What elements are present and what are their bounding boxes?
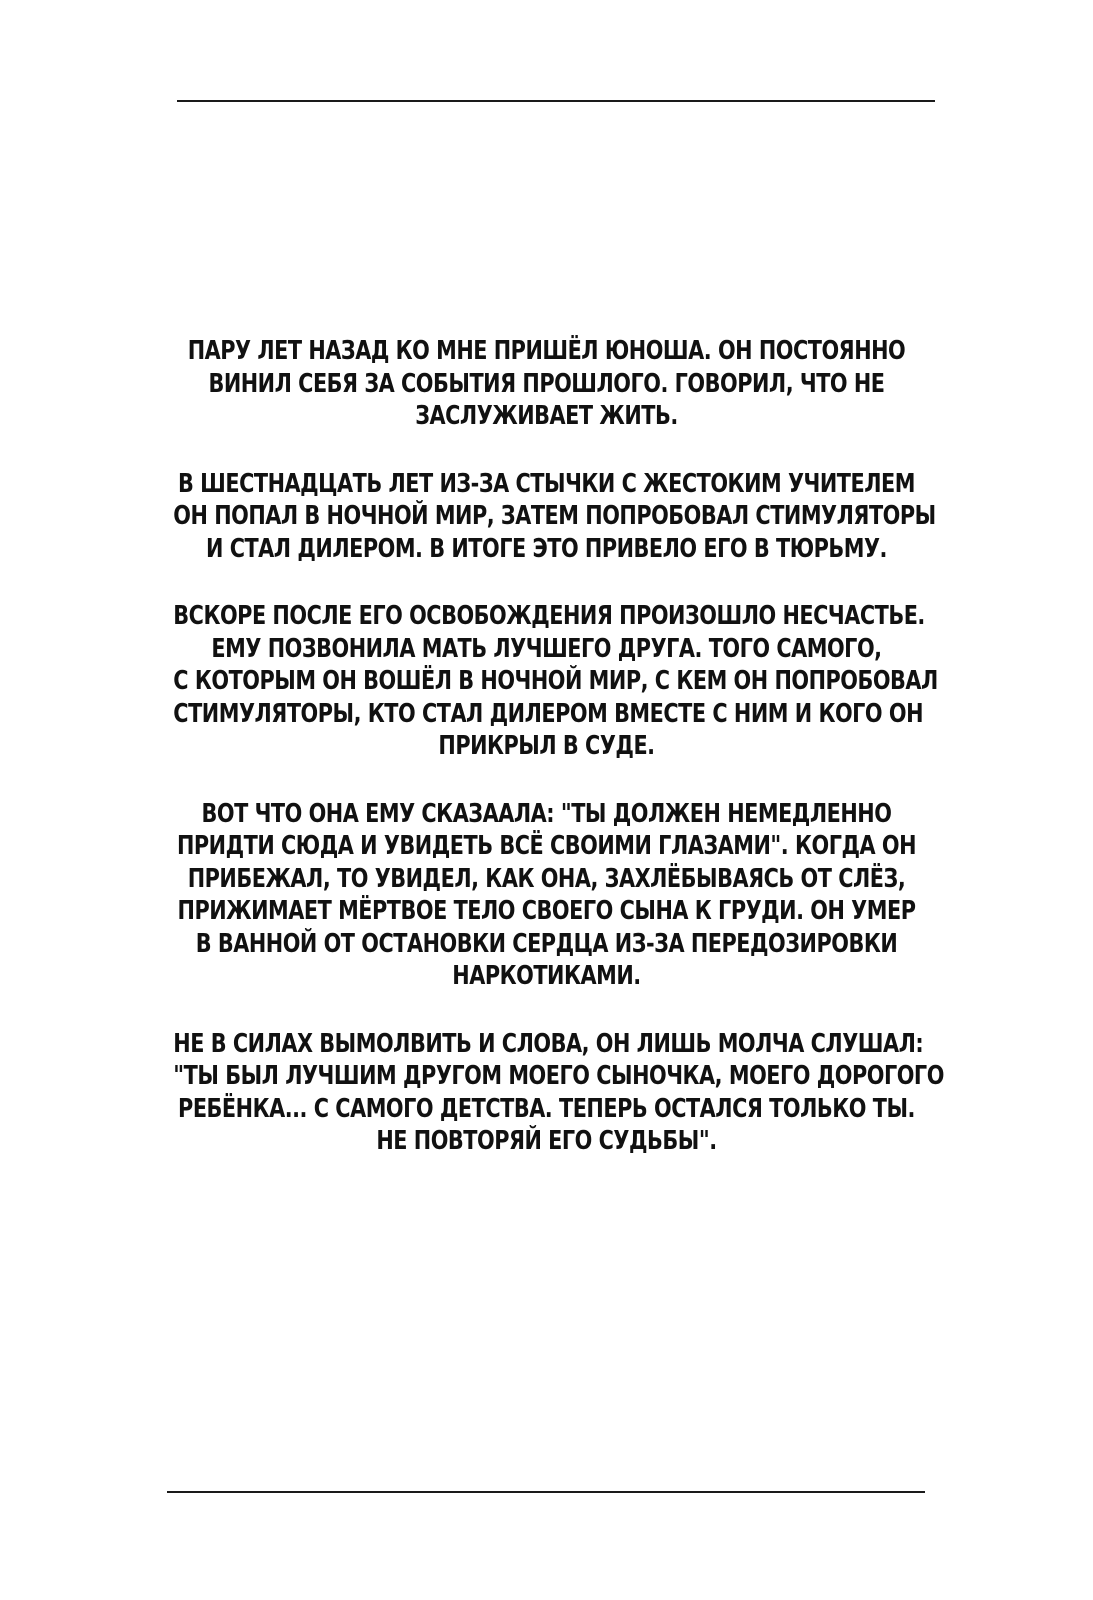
paragraph-5 (80, 1028, 1013, 1158)
text-line: ПРИДТИ СЮДА И УВИДЕТЬ ВСЁ СВОИМИ ГЛАЗАМИ". КОГДА ОН (176, 831, 917, 861)
paragraph-4 (80, 798, 1013, 993)
text-line: И СТАЛ ДИЛЕРОМ. В ИТОГЕ ЭТО ПРИВЕЛО ЕГО В ТЮРЬМУ. (205, 533, 887, 564)
text-line: ПАРУ ЛЕТ НАЗАД КО МНЕ ПРИШЁЛ ЮНОША. ОН ПОСТОЯННО (187, 336, 906, 366)
text-line: С КОТОРЫМ ОН ВОШЁЛ В НОЧНОЙ МИР, С КЕМ ОН ПОПРОБОВАЛ (173, 666, 938, 696)
text-line: НЕ ПОВТОРЯЙ ЕГО СУДЬБЫ". (376, 1126, 717, 1156)
text-line: ВИНИЛ СЕБЯ ЗА СОБЫТИЯ ПРОШЛОГО. ГОВОРИЛ, ЧТО НЕ (208, 368, 885, 399)
text-line: РЕБЁНКА... С САМОГО ДЕТСТВА. ТЕПЕРЬ ОСТАЛСЯ ТОЛЬКО ТЫ. (178, 1093, 915, 1124)
text-line: НЕ В СИЛАХ ВЫМОЛВИТЬ И СЛОВА, ОН ЛИШЬ МОЛЧА СЛУШАЛ: (173, 1028, 924, 1059)
text-line: ПРИБЕЖАЛ, ТО УВИДЕЛ, КАК ОНА, ЗАХЛЁБЫВАЯСЬ ОТ СЛЁЗ, (187, 863, 906, 894)
text-line: ОН ПОПАЛ В НОЧНОЙ МИР, ЗАТЕМ ПОПРОБОВАЛ СТИМУЛЯТОРЫ (173, 501, 936, 531)
paragraph-3 (80, 600, 1013, 763)
bottom-divider (167, 1491, 925, 1493)
narration-text (80, 335, 1013, 1193)
text-line: "ТЫ БЫЛ ЛУЧШИМ ДРУГОМ МОЕГО СЫНОЧКА, МОЕГО ДОРОГОГО (173, 1061, 944, 1091)
text-line: ПРИЖИМАЕТ МЁРТВОЕ ТЕЛО СВОЕГО СЫНА К ГРУДИ. ОН УМЕР (177, 896, 916, 926)
text-line: В ВАННОЙ ОТ ОСТАНОВКИ СЕРДЦА ИЗ-ЗА ПЕРЕДОЗИРОВКИ (195, 928, 898, 959)
text-line: В ШЕСТНАДЦАТЬ ЛЕТ ИЗ-ЗА СТЫЧКИ С ЖЕСТОКИМ УЧИТЕЛЕМ (178, 468, 915, 499)
text-line: ВОТ ЧТО ОНА ЕМУ СКАЗААЛА: "ТЫ ДОЛЖЕН НЕМЕДЛЕННО (201, 798, 892, 829)
text-line: ВСКОРЕ ПОСЛЕ ЕГО ОСВОБОЖДЕНИЯ ПРОИЗОШЛО НЕСЧАСТЬЕ. (173, 601, 925, 631)
paragraph-1 (80, 335, 1013, 433)
text-line: ЕМУ ПОЗВОНИЛА МАТЬ ЛУЧШЕГО ДРУГА. ТОГО САМОГО, (211, 633, 882, 664)
text-line: СТИМУЛЯТОРЫ, КТО СТАЛ ДИЛЕРОМ ВМЕСТЕ С НИМ И КОГО ОН (173, 698, 924, 729)
text-line: ПРИКРЫЛ В СУДЕ. (438, 731, 655, 761)
top-divider (177, 100, 935, 102)
paragraph-2 (80, 468, 1013, 566)
text-line: НАРКОТИКАМИ. (452, 961, 641, 991)
text-line: ЗАСЛУЖИВАЕТ ЖИТЬ. (415, 401, 678, 431)
